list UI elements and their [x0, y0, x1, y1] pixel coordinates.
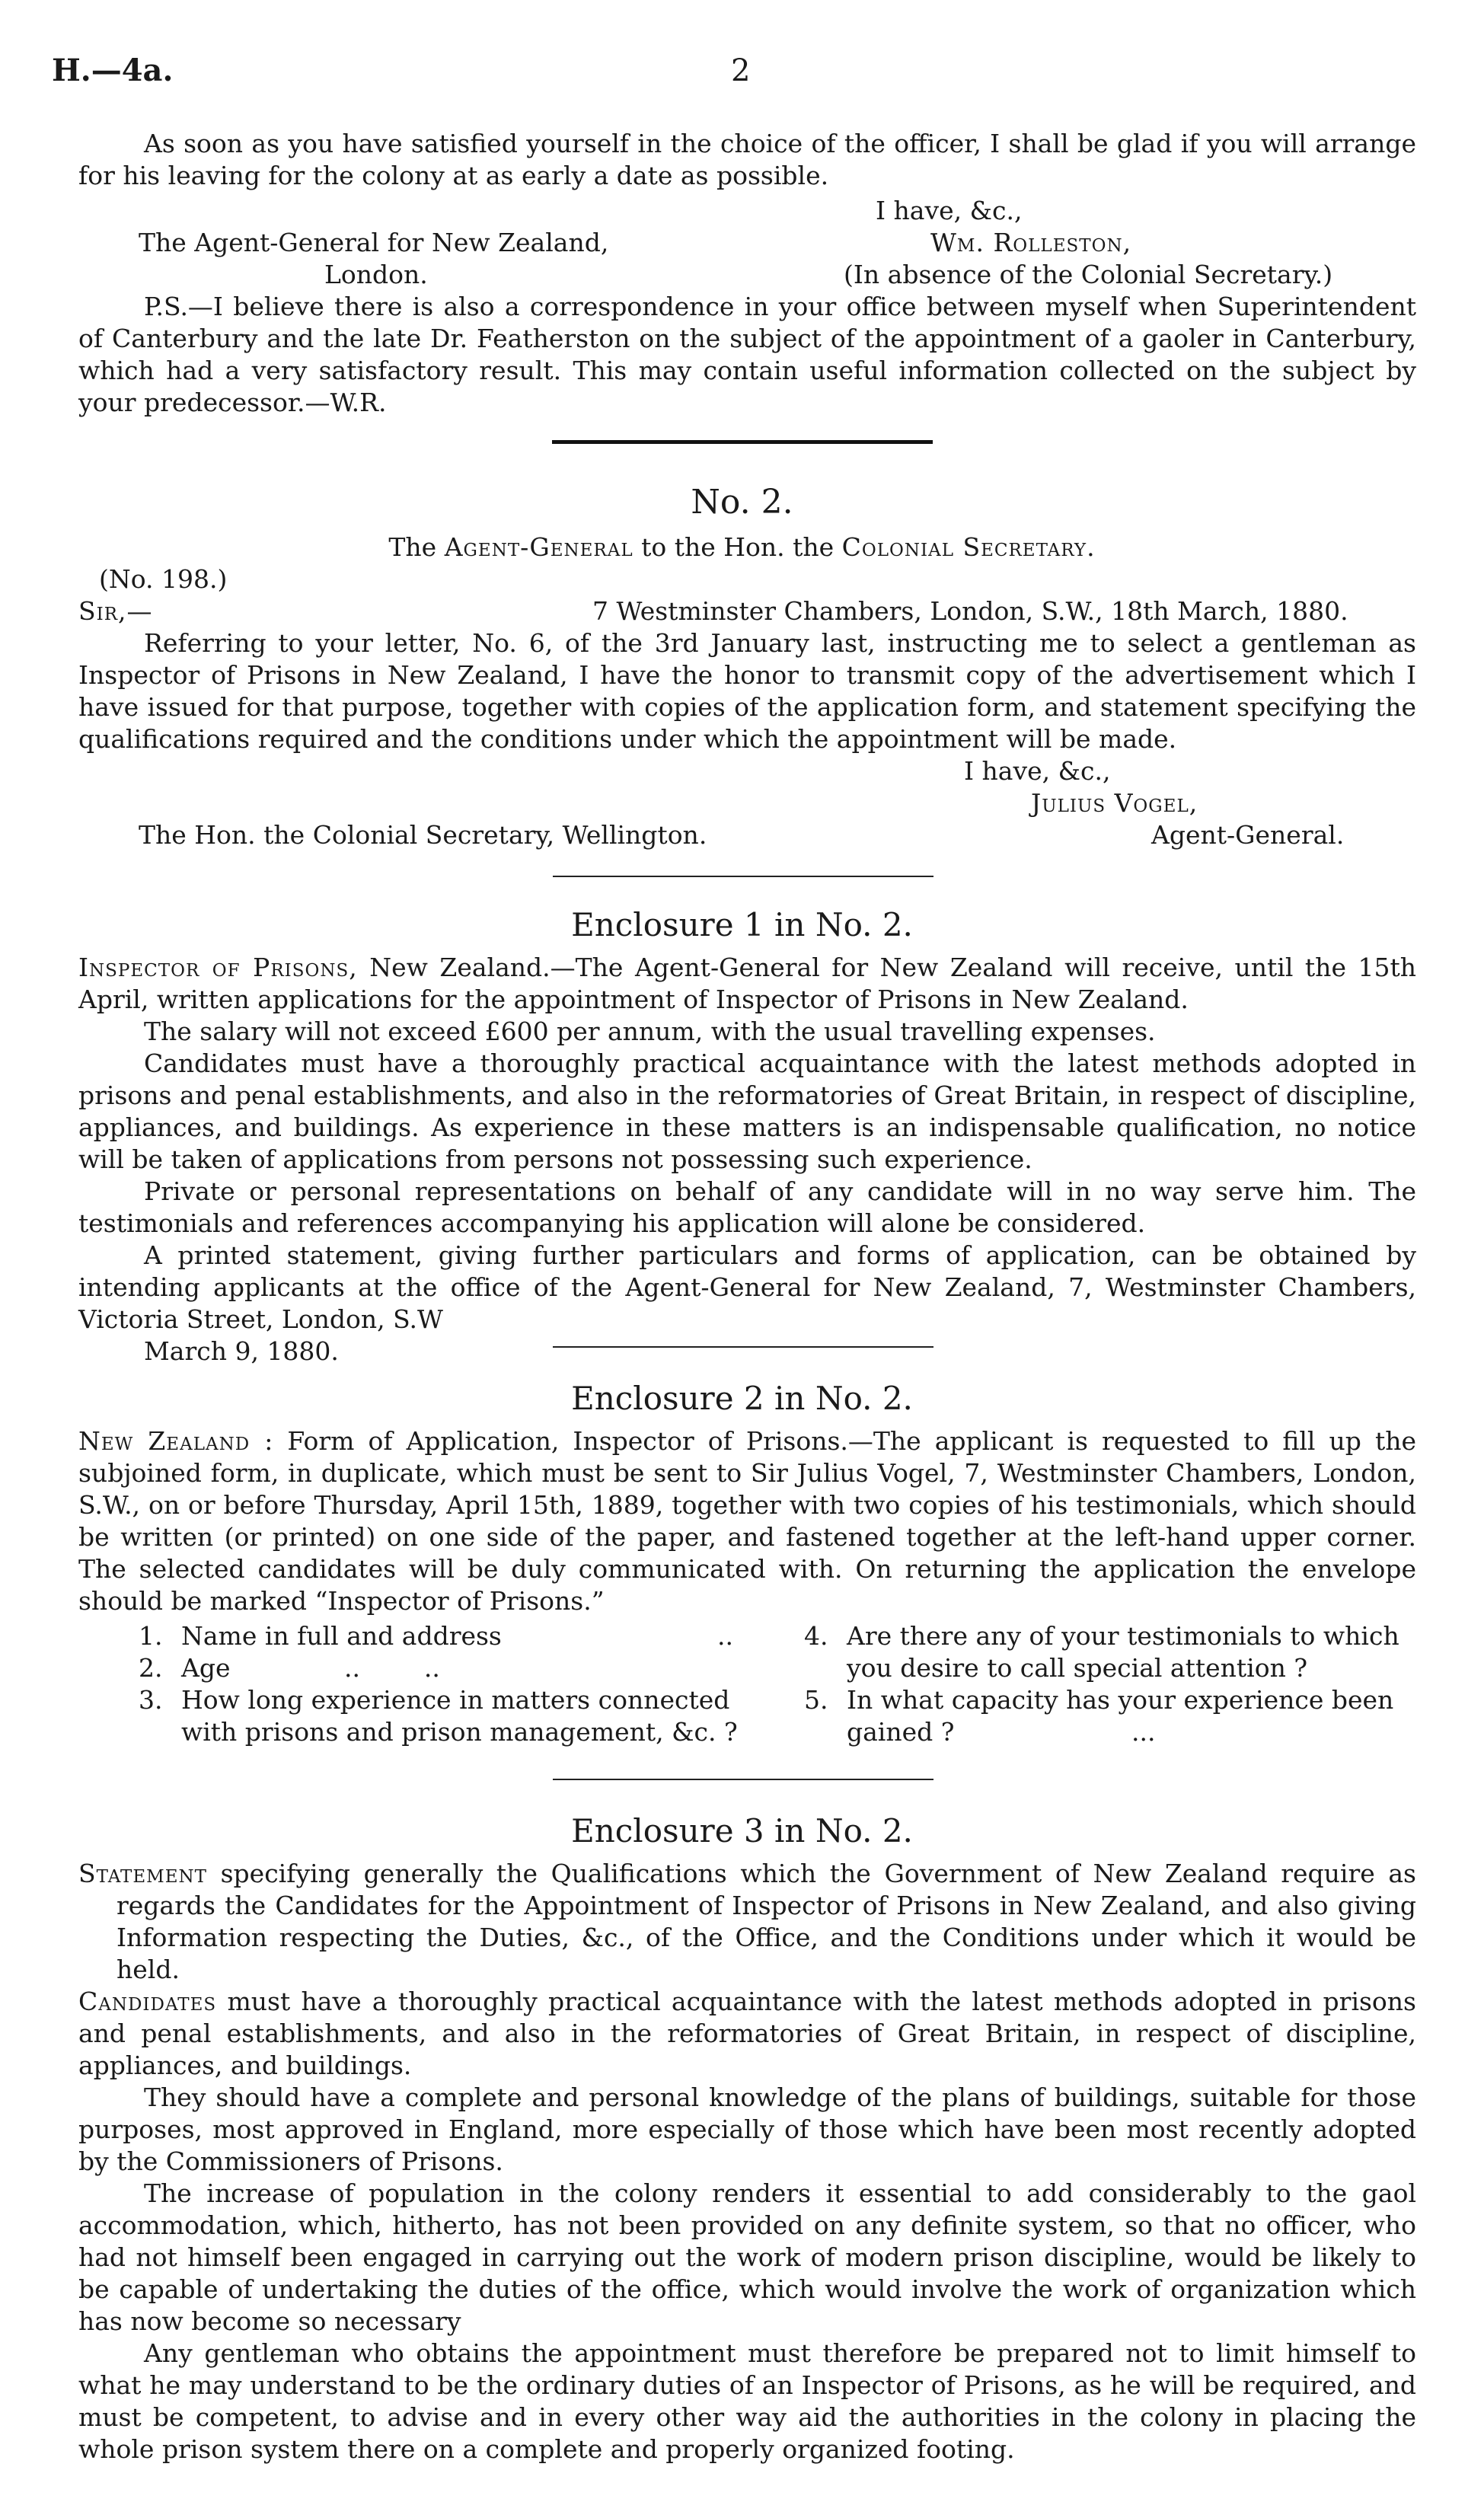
question-text: Name in full and address [181, 1621, 502, 1651]
letter-addressee-line2: London. [324, 260, 428, 289]
postscript [78, 291, 1416, 419]
page-number: 2 [731, 53, 751, 88]
question-text: Age [181, 1653, 231, 1683]
letter-signature: Wm. Rolleston, [930, 228, 1132, 257]
subheading-sender: Agent-General [444, 532, 633, 562]
enclosure-3-lead-2: Candidates [78, 1987, 217, 2016]
enclosure-3-body [78, 1858, 1416, 2465]
question-number: 5. [804, 1685, 828, 1715]
enclosure-1-body [78, 952, 1416, 1368]
enclosure-2-body [78, 1425, 1416, 1617]
letter-closing: I have, &c., [876, 196, 1023, 225]
section-divider [552, 440, 933, 444]
section-divider [553, 1779, 933, 1780]
question-leader-dots: ... [1131, 1717, 1156, 1747]
question-text: Are there any of your testimonials to which you desire to call special attention ? [847, 1621, 1399, 1683]
question-leader-dots: .. [717, 1621, 733, 1651]
enclosure-1-para-5: A printed statement, giving further particulars and forms of application, can be obtained by intending applicants at the office of the Agent-General for New Zealand, 7, Westminster Chambers, Victoria Street, London, S.W [78, 1240, 1416, 1334]
letter-body-text: Referring to your letter, No. 6, of the 3rd January last, instructing me to select a gentleman as Inspector of Prisons in New Zealand, I have the honor to transmit copy of the advertisement which I have issued for that purpose, together with copies of the application form, and statement specifying the qualifications required and the conditions under which the appointment will be made. [78, 628, 1416, 754]
form-question-4 [804, 1620, 1421, 1684]
enclosure-3-heading: Enclosure 3 in No. 2. [571, 1812, 913, 1849]
letter-closing: I have, &c., [964, 756, 1111, 786]
letter-signatory-title: Agent-General. [1151, 820, 1345, 850]
enclosure-3-para-4: Any gentleman who obtains the appointment must therefore be prepared not to limit himself to what he may understand to be the ordinary duties of an Inspector of Prisons, as he will be required, and must be competent, to advise and in every other way aid the authorities in the colony in placing the whole prison system there on a complete and properly organized footing. [78, 2338, 1416, 2464]
subheading-recipient: Colonial Secretary. [841, 532, 1096, 562]
question-number: 2. [139, 1653, 163, 1683]
letter-body [78, 627, 1416, 755]
enclosure-1-para-2: The salary will not exceed £600 per annum, with the usual travelling expenses. [144, 1016, 1156, 1046]
letter-salutation: Sir,— [78, 596, 153, 626]
enclosure-2-para-1: New Zealand : Form of Application, Inspector of Prisons.—The applicant is requested to fill up the subjoined form, in duplicate, which must be sent to Sir Julius Vogel, 7, Westminster Chambers, London, S.W., on or before Thursday, April 15th, 1889, together with two copies of his testimonials, which should be written (or printed) on one side of the paper, and fastened together at the left-hand upper corner. The selected candidates will be duly communicated with. On returning the application the envelope should be marked “Inspector of Prisons.” [78, 1426, 1416, 1616]
document-number-heading: No. 2. [691, 483, 793, 522]
section-divider [553, 1346, 933, 1348]
enclosure-1-heading: Enclosure 1 in No. 2. [571, 906, 913, 943]
enclosure-1-para-1: Inspector of Prisons, New Zealand.—The Agent-General for New Zealand will receive, until the 15th April, written applications for the appointment of Inspector of Prisons in New Zealand. [78, 953, 1416, 1014]
letter-signature-note: (In absence of the Colonial Secretary.) [844, 260, 1333, 289]
enclosure-1-para-4: Private or personal representations on behalf of any candidate will in no way serve him. The testimonials and references accompanying his application will alone be considered. [78, 1176, 1416, 1238]
enclosure-1-para-3: Candidates must have a thoroughly practical acquaintance with the latest methods adopted in prisons and penal establishments, and also in the reformatories of Great Britain, in respect of discipline, appliances, and buildings. As experience in these matters is an indispensable qualification, no notice will be taken of applications from persons not possessing such experience. [78, 1048, 1416, 1174]
letter-subheading [0, 531, 1484, 563]
enclosure-3-lead: Statement [78, 1859, 207, 1888]
form-question-5 [804, 1684, 1421, 1748]
letter-address-date: 7 Westminster Chambers, London, S.W., 18th March, 1880. [592, 596, 1348, 626]
enclosure-1-date: March 9, 1880. [144, 1336, 339, 1366]
letter-body-text: As soon as you have satisfied yourself in the choice of the officer, I shall be glad if you will arrange for his leaving for the colony at as early a date as possible. [78, 129, 1416, 190]
letter-addressee-line1: The Agent-General for New Zealand, [139, 228, 609, 257]
question-text: In what capacity has your experience been gained ? [847, 1685, 1394, 1747]
question-number: 1. [139, 1621, 163, 1651]
postscript-text: P.S.—I believe there is also a correspondence in your office between myself when Superintendent of Canterbury and the late Dr. Featherston on the subject of the appointment of a gaoler in Canterbury, which had a very satisfactory result. This may contain useful information collected on the subject by your predecessor.—W.R. [78, 292, 1416, 417]
letter-addressee: The Hon. the Colonial Secretary, Wellington. [139, 820, 707, 850]
form-question-1 [139, 1620, 763, 1652]
enclosure-1-lead: Inspector of Prisons, [78, 953, 358, 982]
enclosure-2-lead: New Zealand : [78, 1426, 274, 1456]
letter-paragraph [78, 128, 1416, 192]
enclosure-3-para-2: They should have a complete and personal knowledge of the plans of buildings, suitable for those purposes, most approved in England, more especially of those which have been most recently adopted by the Commissioners of Prisons. [78, 2082, 1416, 2176]
enclosure-2-heading: Enclosure 2 in No. 2. [571, 1380, 913, 1417]
enclosure-3-para-1: Candidates must have a thoroughly practical acquaintance with the latest methods adopted in prisons and penal establishments, and also in the reformatories of Great Britain, in respect of discipline, appliances, and buildings. [78, 1987, 1416, 2080]
question-number: 4. [804, 1621, 828, 1651]
enclosure-3-para-3: The increase of population in the colony renders it essential to add considerably to the gaol accommodation, which, hitherto, has not been provided on any definite system, so that no officer, who had not himself been engaged in carrying out the work of modern prison discipline, would be likely to be capable of undertaking the duties of the office, which would involve the work of organization which has now become so necessary [78, 2178, 1416, 2336]
question-text: How long experience in matters connected with prisons and prison management, &c. ? [181, 1685, 738, 1747]
letter-reference-number: (No. 198.) [99, 564, 228, 594]
subheading-prefix: The [388, 532, 445, 562]
form-question-2 [139, 1652, 763, 1684]
section-divider [553, 876, 933, 877]
question-leader-dots: .. .. [344, 1653, 440, 1683]
enclosure-3-intro: Statement specifying generally the Qualifications which the Government of New Zealand require as regards the Candidates for the Appointment of Inspector of Prisons in New Zealand, and also giving Information respecting the Duties, &c., of the Office, and the Conditions under which it would be held. [78, 1859, 1416, 1984]
subheading-middle: to the Hon. the [633, 532, 842, 562]
letter-signature: Julius Vogel, [1031, 788, 1198, 818]
form-question-3 [139, 1684, 763, 1748]
page-reference: H.—4a. [52, 53, 174, 88]
question-number: 3. [139, 1685, 163, 1715]
